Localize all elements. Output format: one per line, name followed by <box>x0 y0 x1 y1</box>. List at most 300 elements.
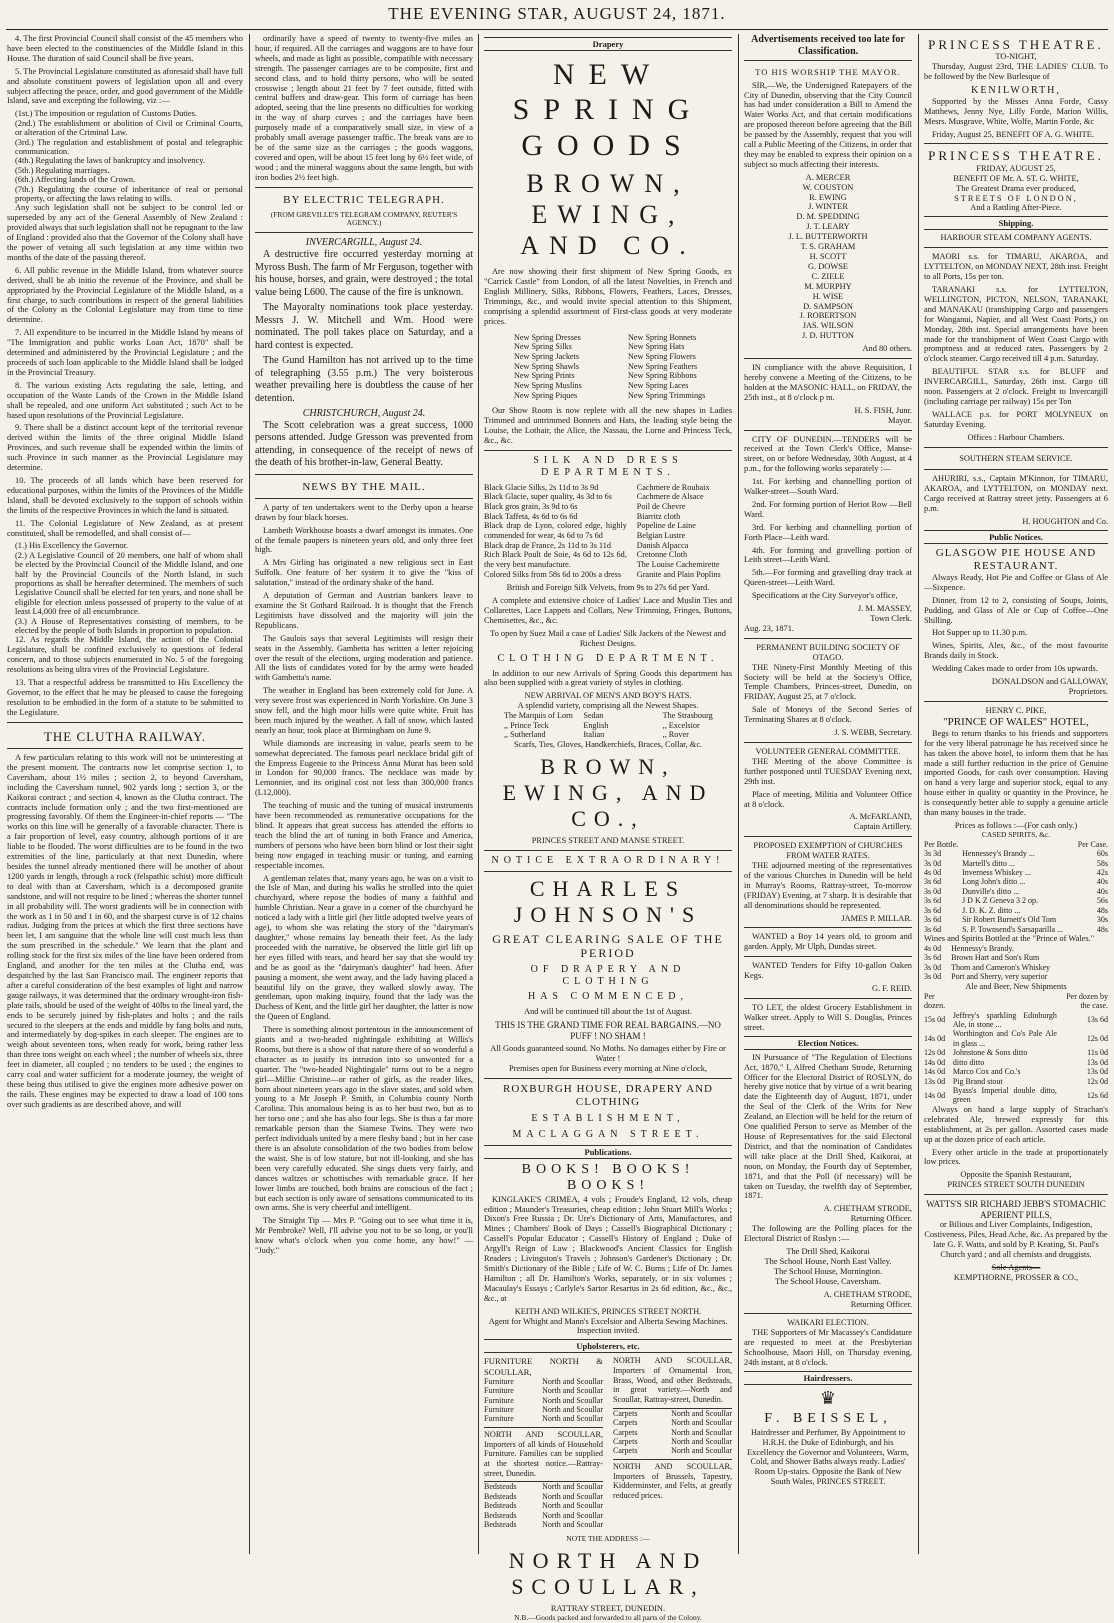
paragraph: Prices as follows :—(For cash only.) <box>954 820 1078 830</box>
list-item: New Spring Bonnets <box>628 332 697 342</box>
divider <box>255 474 473 475</box>
ad-firm-name: NORTH AND SCOULLAR, <box>508 1548 708 1600</box>
paragraph: A complete and extensive choice of Ladies' Lace and Muslin Ties and Collarettes, Lace Lappets and Collars, New Trimming, Fringes, Buttons, Chemisettes, &c., &c. <box>484 596 732 625</box>
list-item: New Spring Ribbons <box>628 371 697 381</box>
ad-firm-name: BROWN, EWING, AND CO., <box>502 754 714 831</box>
list-item: A. MERCER <box>805 172 851 182</box>
list-item: M. MURPHY <box>804 281 852 291</box>
ad-firm-name: F. BEISSEL, <box>764 1411 892 1427</box>
list-item: (1.) His Excellency the Governor. <box>15 541 129 551</box>
paragraph: Begs to return thanks to his friends and supporters for the very liberal patronage he has received since he has taken the above hotel, to inform them that he has made a still further reduction in the price of Genuine imported Goods, for cash over consumption. Having on hand a very large and superior stock, equal to any house either in quality or quantity in the Province, he is consequently better able to supply a genuine article than many houses in the trade. <box>924 728 1108 818</box>
column-rule <box>249 34 250 1554</box>
section-heading-upholsterers: Upholsterers, etc. <box>484 1339 732 1353</box>
paragraph: 9. There shall be a distinct account kept of the territorial revenue derived within the limits of the three original Middle Island Provinces, and such revenue shall be expended within the limits of such Province in such manner as the Provincial Legislature may determine. <box>7 423 243 473</box>
list-item: The School House, North East Valley. <box>764 1256 892 1266</box>
column-rule <box>478 34 479 1554</box>
ad-subheading: OF DRAPERY AND CLOTHING <box>530 963 686 987</box>
table-row: 3s 0d Dunville's ditto ... 40s <box>924 886 1108 896</box>
paragraph: Hairdresser and Perfumer, By Appointment to H.R.H. the Duke of Edinburgh, and his Excellency the Governor and Volunteers, Warm, Cold, and Shower Baths always ready. Ladies' Room Up-stairs. Opposite the Bank of New South Wales, PRINCES STREET. <box>747 1427 909 1487</box>
table-row: Bedsteads North and Scoullar <box>484 1519 603 1529</box>
section-heading-drapery: Drapery <box>484 37 732 51</box>
divider <box>924 701 1108 702</box>
bedsteads-table <box>484 1481 603 1529</box>
paragraph: The Gund Hamilton has not arrived up to the time of telegraphing (3.55 p.m.) The very boisterous weather prevailing here is doubtless the cause of her detention. <box>255 355 473 404</box>
divider <box>744 998 912 999</box>
paragraph: 6. All public revenue in the Middle Island, from whatever source derived, shall be ab initio the revenue of the Province, and shall be appropriated by the Provincial Legislature of the Middle Island, as a first charge, to such contributions in respect of the general liabilities of the Colony as the Colonial Legislature may from time to time determine. <box>7 265 243 325</box>
paragraph: THE adjourned meeting of the representatives of the various Churches in Dunedin will be held in Murray's Rooms, Rattray-street, To-morrow (FRIDAY) Evening, at 7 sharp. It is desirable that all denominations should be represented. <box>744 861 912 910</box>
table-row: 4s 0d Inverness Whiskey ... 42s <box>924 868 1108 878</box>
divider <box>7 722 243 723</box>
section-heading-late-ads: Advertisements received too late for Classification. <box>744 34 912 61</box>
paragraph: Our Show Room is now replete with all the new shapes in Ladies Trimmed and untrimmed Bonnets and Hats, the leading style being the Louise, the Lothair, the Alice, the Nassau, the Lorne and Princess Teck, &c., &c. <box>484 406 732 446</box>
column-5 <box>924 34 1108 1554</box>
list-item: Sedan <box>583 711 604 721</box>
list-item: J. ROBERTSON <box>799 311 857 321</box>
ad-subheading: NEW ARRIVAL OF MEN'S AND BOY'S HATS. <box>524 691 692 701</box>
ad-headline: TO HIS WORSHIP THE MAYOR. <box>755 66 901 77</box>
paragraph: The weather in England has been extremely cold for June. A very severe frost was experienced in North Yorkshire. On June 3 snow fell, and the high moor hills were quite white. Fruit has been much injured by the weather. A fall of snow, which lasted nearly an hour, took place at Birmingham on June 9. <box>255 686 473 735</box>
paragraph: And a Rattling After-Piece. <box>970 203 1062 213</box>
paragraph: Wines and Spirits Bottled at the "Prince of Wales." <box>924 934 1095 944</box>
list-item: English <box>583 720 609 730</box>
paragraph: There is something almost portentous in the announcement of giants and a two-headed nightingale exhibiting at Willis's Rooms, but there is a show of that nature there of so wonderful a character as to justify its intrusion into so unwonted for a quarter. The "two-headed Nightingale" turns out to be a negro girl—Millie Christine—or rather of girls, as the reader likes, born about nineteen years ago in the slave states, and sold when young to a Mr Joseph P. Smith, in Columbia county North Carolina. This anomalous being is as to her bust two, but as to her torso one ; and she has also four legs. She is thus a far more remarkable person than the Siamese Twins. They were two perfect individuals united by a mere fleshy band ; but in her case there is an absolute consolidation of the two bodies from below the waist. She is of low stature, but not ill-looking, and she has been very carefully educated. She sings duets very fairly, and dances waltzes or schottisches with remarkable grace. If her lower limbs are touched, both brains are conscious of the fact ; but each section is only aware of sensations communicated to its own arms. She is very cheerful and intelligent. <box>255 1025 473 1213</box>
paragraph: NORTH AND SCOULLAR, Importers of Brussels, Tapestry, Kidderminster, and Felts, at greatly reduced prices. <box>613 1459 732 1501</box>
table-row: Carpets North and Scoullar <box>613 1427 732 1437</box>
divider <box>744 956 912 957</box>
paragraph: Wines, Spirits, Ales, &c., of the most favourite Brands daily in Stock. <box>924 641 1108 661</box>
table-row: Furniture North and Scoullar <box>484 1386 603 1396</box>
list-item: New Spring Dresses <box>514 332 581 342</box>
list-item: Cachmere de Alsace <box>636 492 704 502</box>
table-row: Bedsteads North and Scoullar <box>484 1501 603 1511</box>
divider <box>484 450 732 451</box>
table-row: Furniture North and Scoullar <box>484 1395 603 1405</box>
ad-address: KEITH AND WILKIE'S, PRINCES STREET NORTH. <box>514 1306 702 1316</box>
ad-headline: BOOKS! BOOKS! BOOKS! <box>521 1161 695 1194</box>
ad-subheading: SILK AND DRESS DEPARTMENTS. <box>533 454 683 478</box>
paragraph: A few particulars relating to this work will not be uninteresting at the present moment. The contracts now let comprise section 1, to Caversham, about 1½ miles ; section 2, to beyond Caversham, including the Caversham tunnel, 902 yards long ; section 3, or the Kaikorai contract ; and section 4, known as the Clutha contract. The contracts include formation only ; and the two first-mentioned are progressing favorably. Of them the Engineer-in-chief reports — "The works on this line will be generally of a favorable character. There is a fair proportion of level, easy country, although portions of it are liable to be flooded. The worst difficulties are to be found in the two extremities of the line, particularly at that next Dunedin, where besides the tunnel already mentioned there will be another of about 1200 yards in length, through a rock (felspathic schist) more difficult to deal with than at Caversham, which is a decomposed granite sandstone, and will not require to be lined ; whereas the shorter tunnel in all probability will. The worst gradients will be in connection with the work as 1 in 50 and 1 in 60, and the sharpest curve is of 12 chains radius. Judging from the prices at which the first three sections have been let, I am sanguine that the whole line will cost much less than the sum prescribed in the schedule." We learn that the plant and rolling stock for the first six miles of the line have been ordered from England, and another for the ten miles at the Clutha end, was despatched by the last San Francisco mail. The engineer reports that after a careful consideration of the best examples of light and narrow gauge railways, it was determined that the ordinary wrought-iron fish-plate rails, should be used of the weight of 40lbs to the lineal yard, the ends to be securely joined by fish-plates and bolts ; and the rails secured to the sleepers at the ends and middle by fang bolts and nuts, and intermediately by dog-spikes in each sleeper. The engines are to weigh about seventeen tons, when ready for work, being rather less than three tons weight on each wheel ; the number of wheels six, three feet in diameter, all coupled ; no tenders to be used ; the engines to carry coal and water sufficient for a moderate journey, the weight of these being thus utilised to give the engines more adhesive power on the rails. These engines may be expected to draw a load of 100 tons over such gradients as are described above, and will <box>7 753 243 1109</box>
paragraph: WANTED Tenders for Fifty 10-gallon Oaken Kegs. <box>744 961 912 981</box>
paragraph: Wedding Cakes made to order from 10s upwards. <box>932 664 1098 674</box>
list-item: W. COUSTON <box>802 182 854 192</box>
ad-subheading: FRIDAY, AUGUST 25, <box>976 163 1056 173</box>
list-item: Rich Black Poult de Soie, 4s 6d to 12s 6d, the very best manufacture. <box>484 550 627 569</box>
legislature-list <box>15 541 243 635</box>
paragraph: British and Foreign Silk Velvets, from 9s to 27s 6d per Yard. <box>506 583 710 593</box>
divider <box>924 447 1108 448</box>
list-item: (7th.) Regulating the course of inheritance of real or personal property, or affecting the laws relating to wills. <box>15 184 243 203</box>
list-item: Danish Alpacca <box>636 540 689 550</box>
north-scoullar-ads <box>484 1356 732 1529</box>
list-item: The Drill Shed, Kaikorai <box>786 1246 870 1256</box>
table-row: 3s 0d Martell's ditto ... 58s <box>924 858 1108 868</box>
column-4 <box>744 34 912 1554</box>
list-item: (5th.) Regulating marriages. <box>15 165 110 175</box>
dateline: CHRISTCHURCH, August 24. <box>302 408 426 420</box>
section-heading-shipping: Shipping. <box>924 216 1108 230</box>
list-item: Poil de Chevre <box>636 501 686 511</box>
section-heading-hairdressers: Hairdressers. <box>744 1371 912 1385</box>
paragraph: Dinner, from 12 to 2, consisting of Soups, Joints, Pudding, and Glass of Ale or Cup of Coffee—One Shilling. <box>924 595 1108 625</box>
furniture-table <box>484 1377 603 1424</box>
paragraph: Any such legislation shall not be subject to be control led or superseded by any act of the General Assembly of New Zealand : provided always that such legislation shall not be repugnant to the law of England : provided also that the Governor of the Colony shall have the power of vetoing all such legislation at any time within two months of the date of the passing thereof. <box>7 203 243 262</box>
ad-headline: PERMANENT BUILDING SOCIETY OF OTAGO. <box>756 642 900 662</box>
paragraph: Every other article in the trade at proportionately low prices. <box>924 1147 1108 1167</box>
paragraph: ordinarily have a speed of twenty to twenty-five miles an hour, if required. All the carriages and waggons are to have four wheels, and made as light as possible, compatible with necessary strength. The passenger carriages are to be composite, first and second class, and to hold thirty persons, who will be seated crosswise ; length about 21 feet by 7 feet outside, fitted with central buffers and draw-gear. This form of carriage has been adopted, seeing that the line presents no difficulties for working in the way of sharp curves ; and the carriages have been purposely made of a comparatively small size, in view of a probably small average passenger traffic. The break vans are to be of the same size as the carriages ; the goods waggons, covered and open, will be about 15 feet long by 6½ feet wide, of wood ; and the mineral waggons about the same length, but with iron bodies 2½ feet high. <box>255 34 473 182</box>
divider <box>744 1313 912 1314</box>
table-row: 14s 0d Byass's Imperial double ditto, green 12s 6d <box>924 1086 1108 1105</box>
table-row: Furniture North and Scoullar <box>484 1414 603 1424</box>
paragraph: To open by Suez Mail a case of Ladies' Silk Jackets of the Newest and Richest Designs. <box>490 628 726 648</box>
article-heading-mail: NEWS BY THE MAIL. <box>302 480 426 493</box>
table-row: 3s 6d J. D. K. Z. ditto ... 48s <box>924 905 1108 915</box>
list-item: Black gros grain, 3s 9d to 6s <box>484 501 578 511</box>
list-item: New Spring Shawls <box>514 361 580 371</box>
paragraph: Agent for Whight and Mann's Excelsior and Alberta Sewing Machines. Inspection invited. <box>488 1316 728 1336</box>
column-rule <box>738 34 739 1554</box>
paragraph: The Straight Tip — Mrs P. "Going out to see what time it is, Mr Pembroke? Well, I'll advise you not to be so long, or you'll know what's o'clock when you come home, any how!" — "Judy." <box>255 1216 473 1256</box>
table-row: 3s 6d S. P. Townsend's Sarsaparilla ... 48s <box>924 924 1108 934</box>
paragraph: BEAUTIFUL STAR s.s. for BLUFF and INVERCARGILL, Saturday, 26th inst. Cargo till noon. Passengers at 2 o'clock. Freight to Invercargill (including carriage per railway) 15s per Ton <box>924 367 1108 406</box>
paragraph: 1st. For kerbing and channelling portion of Walker-street—South Ward. <box>744 477 912 497</box>
list-item: R. EWING <box>809 192 847 202</box>
divider <box>924 1194 1108 1195</box>
ad-headline: WAIKARI ELECTION. <box>787 1318 869 1328</box>
ad-subheading: TO-NIGHT, <box>995 52 1037 62</box>
paragraph: 8. The various existing Acts regulating the sale, letting, and occupation of the Waste Lands of the Crown in the Middle Island shall be repealed, and one uniform Act substituted ; such Act to be based upon resolutions of the Provincial Legislature. <box>7 380 243 420</box>
table-row: 4s 0d Hennessy's Brandy. <box>924 943 1014 953</box>
ad-subheading: CLOTHING DEPARTMENT. <box>497 652 719 664</box>
ad-subheading: HAS COMMENCED, <box>527 991 688 1003</box>
paragraph: THE Meeting of the above Committee is further postponed until TUESDAY Evening next, 29th inst. <box>744 756 912 786</box>
ad-headline: PROPOSED EXEMPTION of CHURCHES FROM WATER RATES. <box>753 841 903 861</box>
date: Aug. 23, 1871. <box>744 623 795 633</box>
article-heading-telegraph: BY ELECTRIC TELEGRAPH. <box>283 193 445 206</box>
paragraph: A splendid variety, comprising all the Newest Shapes. <box>517 701 699 711</box>
paragraph: SIR,—We, the Undersigned Ratepayers of the City of Dunedin, observing that the City Council has had under consideration a Bill to Amend the Water Works Act, and that certain modifications are proposed thereon before agreeing that the Bill be passed by the Assembly, request that you will call a Public Meeting of the Citizens, in order that they may be enabled to express their opinion on a subject so much affecting their interests. <box>744 80 912 169</box>
signature: A. CHETHAM STRODE, <box>823 1204 912 1214</box>
list-item: Black drap de Lyon, colored edge, highly commended for wear, 4s 6d to 7s 6d <box>484 521 627 540</box>
list-item: Black Glacie, super quality, 4s 3d to 6s <box>484 492 612 502</box>
list-item: New Spring Hats <box>628 342 685 352</box>
table-row: Carpets North and Scoullar <box>613 1437 732 1447</box>
paragraph: The Mayoralty nominations took place yesterday. Messrs J. W. Mitchell and Wm. Hood were nominated. The poll takes place on Saturday, and a hard contest is expected. <box>255 302 473 351</box>
signature: A. CHETHAM STRODE, <box>823 1289 912 1299</box>
divider <box>484 871 732 872</box>
ad-subheading: MACLAGGAN STREET. <box>512 1128 704 1140</box>
column-3 <box>484 34 732 1623</box>
list-item: ,, Sutherland <box>504 730 546 740</box>
list-item: New Spring Feathers <box>628 361 698 371</box>
table-row: 14s 0d Worthington and Co's Pale Ale in glass ... 12s 0d <box>924 1029 1108 1048</box>
table-row: 3s 0d Port and Sherry, very superior <box>924 972 1048 982</box>
ad-firm-name: KEMPTHORNE, PROSSER & CO., <box>953 1272 1079 1282</box>
paragraph: Sole Agents— <box>991 1262 1041 1272</box>
table-row: 12s 0d Johnstone & Sons ditto 11s 0d <box>924 1048 1108 1058</box>
table-header: Per dozen. Per dozen by the case. <box>924 991 1108 1011</box>
ad-headline: GLASGOW PIE HOUSE AND RESTAURANT. <box>935 547 1097 572</box>
list-item: (3.) A House of Representatives consisting of members, to be elected by the people of both Islands in proportion to population. <box>15 616 243 636</box>
signature: H. S. FISH, Junr. <box>854 405 912 415</box>
list-item: Italian <box>583 730 605 740</box>
paragraph: 11. The Colonial Legislature of New Zealand, as at present constituted, shall be remodelled, and shall consist of— <box>7 518 243 538</box>
table-row: Furniture North and Scoullar <box>484 1404 603 1414</box>
list-item: New Spring Muslins <box>514 381 582 390</box>
divider <box>255 232 473 233</box>
paragraph: TO LET, the oldest Grocery Establishment in Walker street. Apply to Will S. Douglas, Princes street. <box>744 1003 912 1032</box>
ad-headline: ROXBURGH HOUSE, DRAPERY AND CLOTHING <box>503 1083 713 1109</box>
list-item: New Spring Flowers <box>628 351 696 361</box>
list-item: The School House, Caversham. <box>775 1276 881 1286</box>
ad-firm-name: CHARLES JOHNSON'S <box>513 875 703 927</box>
ad-headline: NOTICE EXTRAORDINARY! <box>491 854 725 866</box>
table-row: Bedsteads North and Scoullar <box>484 1510 603 1520</box>
paragraph: THIS IS THE GRAND TIME FOR REAL BARGAINS.—NO PUFF ! NO SHAM ! <box>495 1020 721 1041</box>
ad-headline: GREAT CLEARING SALE OF THE PERIOD <box>492 931 724 960</box>
ad-subheading: BENEFIT OF Mr. A. ST. G. WHITE, <box>953 173 1079 183</box>
paragraph: 5. The Provincial Legislature constituted as aforesaid shall have full and absolute constituent powers of legislation upon all and every subject affecting the peace, order, and good government of the Middle Island, save and excepting the following, viz :— <box>7 66 243 106</box>
paragraph: And 80 others. <box>862 344 912 354</box>
divider <box>7 748 243 749</box>
ad-firm-name: HENRY C. PIKE, <box>985 705 1047 715</box>
table-row: Bedsteads North and Scoullar <box>484 1482 603 1492</box>
paragraph: NORTH AND SCOULLAR, Importers of all kinds of Household Furniture. Families can be supplied at the shortest notice.—Rattray-street, Dunedin. <box>484 1427 603 1478</box>
royal-crest-icon: ♛ <box>819 1387 837 1408</box>
paragraph: THE Ninety-First Monthly Meeting of this Society will be held at the Society's Office, Temple Chambers, Princes-street, Dunedin, on FRIDAY, August 25, at 7 o'clock. <box>744 662 912 702</box>
signature-title: Returning Officer. <box>850 1214 912 1224</box>
table-row: Carpets North and Scoullar <box>613 1446 732 1456</box>
list-item: Black Taffeta, 4s 6d to 6s 6d <box>484 511 578 521</box>
list-item: H. SCOTT <box>809 252 847 262</box>
table-row: Bedsteads North and Scoullar <box>484 1491 603 1501</box>
list-item: J. D. HUTTON <box>802 331 854 341</box>
table-row: 15s 0d Jeffrey's sparkling Edinburgh Ale, in stone ... 13s 6d <box>924 1010 1108 1029</box>
table-row: 13s 0d Pig Brand stout 12s 0d <box>924 1076 1108 1086</box>
paragraph: Lambeth Workhouse boasts a dwarf amongst its inmates. One of the female paupers is nineteen years old, and only three feet high. <box>255 525 473 555</box>
signature: G. F. REID. <box>871 984 912 994</box>
telegraph-source: (FROM GREVILLE'S TELEGRAM COMPANY, REUTER'S AGENCY.) <box>270 209 458 228</box>
section-heading-public-notices: Public Notices. <box>924 530 1108 544</box>
column-2 <box>255 34 473 1554</box>
signature-title: Captain Artillery. <box>853 822 912 832</box>
divider <box>484 1078 732 1079</box>
ad-address: PRINCES STREET SOUTH DUNEDIN <box>947 1180 1085 1190</box>
divider <box>255 498 473 499</box>
divider <box>255 187 473 188</box>
bottled-price-table <box>924 944 1108 982</box>
divider <box>924 143 1108 144</box>
list-item: Popeline de Laine <box>636 521 696 531</box>
paragraph: All Goods guaranteed sound. No Moths. No damages either by Fire or Water ! <box>490 1044 726 1064</box>
list-item: D. SAMPSON <box>803 301 853 311</box>
list-item: Cretonne Cloth <box>636 550 688 560</box>
paragraph: 4th. For forming and gravelling portion of Leith street—Leith Ward. <box>744 545 912 565</box>
signature: DONALDSON and GALLOWAY, <box>991 677 1108 687</box>
list-item: New Spring Trimmings <box>628 390 706 400</box>
list-item: J. T. LEARY <box>806 222 850 232</box>
paragraph: 10. The proceeds of all lands which have been reserved for educational purposes, within the limits of the Provinces of the Middle Island, shall be devoted exclusively to the support of schools within the limits of the respective Provinces in which the land is situated. <box>7 475 243 515</box>
list-item: T. S. GRAHAM <box>800 242 856 252</box>
paragraph: Specifications at the City Surveyor's office, <box>752 591 898 601</box>
signatories-list <box>744 173 912 341</box>
paragraph: Supported by the Misses Anna Forde, Cassy Matthews, Jenny Nye, Lilly Forde, Marion Willis, Mesrs. Musgrave, White, Wolfe, Martin Forde, &c <box>924 96 1108 126</box>
ad-headline: PRINCESS THEATRE. <box>928 37 1104 52</box>
paragraph: Premises open for Business every morning at Nine o'clock, <box>508 1064 708 1074</box>
paragraph: CITY OF DUNEDIN.—TENDERS will be received at the Town Clerk's Office, Manse-street, on or before Wednesday, 30th August, at 4 p.m., for the following works separately :— <box>744 434 912 474</box>
article-heading-clutha: THE CLUTHA RAILWAY. <box>43 728 207 744</box>
ad-headline: PRINCESS THEATRE. <box>928 148 1104 164</box>
table-row: Carpets North and Scoullar <box>613 1418 732 1428</box>
list-item: Colored Silks from 58s 6d to 200s a dress <box>484 569 621 579</box>
newspaper-masthead: THE EVENING STAR, AUGUST 24, 1871. <box>388 4 726 23</box>
signature: J. S. WEBB, Secretary. <box>834 728 912 738</box>
list-item: (2.) A Legislative Council of 20 members, one half of whom shall be elected by the Provincial Council of the Middle Island, and one half by the Provincial Councils of the North Island, in such proportions as shall be hereafter determined. The members of such Legislative Council shall be elected for ten years, and none shall be eligible for election unless possessed of property to the value of at least L4,000 free of all encumbrance. <box>15 550 243 617</box>
signature-title: Returning Officer. <box>850 1299 912 1309</box>
ad-firm-name: BROWN, EWING, AND CO. <box>520 169 696 260</box>
table-row: 3s 6d Sir Robert Burnett's Old Tom 30s <box>924 915 1108 925</box>
paragraph: Scarfs, Ties, Gloves, Handkerchiefs, Braces, Collar, &c. <box>513 740 703 750</box>
divider <box>924 469 1108 470</box>
list-item: Biarritz cloth <box>636 511 681 521</box>
paragraph: And will be continued till about the 1st of August. <box>524 1007 692 1017</box>
list-item: New Spring Piques <box>514 390 578 400</box>
divider <box>924 247 1108 248</box>
list-item: J. L. BUTTERWORTH <box>788 232 868 242</box>
paragraph: A Mrs Girling has originated a new religious sect in East Suffolk. One feature of her system it to give the "kiss of salutation," instead of the ordinary shake of the hand. <box>255 558 473 588</box>
list-item: The Marquis of Lorn <box>504 711 573 721</box>
paragraph: or Bilious and Liver Complaints, Indigestion, Costiveness, Piles, Head Ache, &c. As prepared by the late G. F. Watts, and sold by P. Keating, St. Paul's Church yard ; and all chemists and druggists. <box>924 1220 1108 1260</box>
paragraph: Place of meeting, Militia and Volunteer Office at 8 o'clock. <box>744 789 912 809</box>
paragraph: A deputation of German and Austrian bankers leave to examine the St Gothard Railroad. It is thought that the French Legitimists have dissolved and the majority will join the Republicans. <box>255 591 473 630</box>
signature-title: Proprietors. <box>1068 687 1108 697</box>
paragraph: Friday, August 25, BENEFIT OF A. G. WHITE. <box>932 129 1094 139</box>
list-item: The Strasbourg <box>662 711 713 721</box>
paragraph: THE Supporters of Mr Macassey's Candidature are requested to meet at the Presbyterian Schoolhouse, Maori Hill, on Thursday evening, 24th instant, at 8 o'clock. <box>744 1328 912 1368</box>
spring-goods-list <box>514 333 732 401</box>
paragraph: WALLACE p.s. for PORT MOLYNEUX on Saturday Evening. <box>924 409 1108 429</box>
divider <box>484 850 732 851</box>
paragraph: IN compliance with the above Requisition, I hereby convene a Meeting of the Citizens, to be holden at the MASONIC HALL, on FRIDAY, the 25th inst., at 8 o'clock p m. <box>744 363 912 402</box>
paragraph: Always Ready, Hot Pie and Coffee or Glass of Ale—Sixpence. <box>924 572 1108 592</box>
paragraph: Thursday, August 23rd, THE LADIES' CLUB. To be followed by the New Burlesque of <box>924 62 1108 82</box>
paragraph: Offices : Harbour Chambers. <box>967 432 1065 442</box>
list-item: (6th.) Affecting lands of the Crown. <box>15 175 136 185</box>
list-item: The School House, Mornington. <box>773 1266 883 1276</box>
ad-subheading: ESTABLISHMENT, <box>531 1113 685 1125</box>
list-item: New Spring Jackets <box>514 351 580 361</box>
list-item: The Louise Cachemirette <box>636 559 720 569</box>
ad-subheading: STREETS OF LONDON, <box>954 193 1078 203</box>
paragraph: NOTE THE ADDRESS :— <box>566 1534 650 1544</box>
signature: J. M. MASSEY, <box>857 604 912 614</box>
signature: A. McFARLAND, <box>849 812 912 822</box>
hats-list <box>504 711 732 740</box>
ad-subheading: KENILWORTH, <box>971 85 1061 97</box>
paragraph: MAORI s.s. for TIMARU, AKAROA, and LYTTELTON, on MONDAY NEXT, 28th inst. Freight to all Ports, 15s per ton. <box>924 252 1108 282</box>
silk-list <box>484 483 732 580</box>
paragraph: The Greatest Drama ever produced, <box>956 183 1076 193</box>
list-item: C. ZIELE <box>811 271 845 281</box>
list-item: Cachmere de Roubaix <box>636 482 710 492</box>
paragraph: The Scott celebration was a great success, 1000 persons attended. Judge Gresson was prevented from attending, in consequence of the receipt of news of the death of his brother-in-law, General Beatty. <box>255 419 473 469</box>
table-row: 3s 6d Long John's ditto ... 40s <box>924 877 1108 887</box>
paragraph: Always on hand a large supply of Strachan's celebrated Ale, brewed expressly for this establishment, at 2s per gallon. Assorted cases made up at the dozen price of each article. <box>924 1104 1108 1144</box>
list-item: (4th.) Regulating the laws of bankruptcy and insolvency. <box>15 156 205 166</box>
table-row: 3s 3d Hennessey's Brandy ... 60s <box>924 849 1108 859</box>
list-item: Black drap de France, 2s 11d to 3s 11d <box>484 540 611 550</box>
table-row: 3s 6d Brown Hart and Son's Rum <box>924 953 1040 963</box>
ad-headline: VOLUNTEER GENERAL COMMITTEE. <box>755 746 901 756</box>
paragraph: TARANAKI s.s. for LYTTELTON, WELLINGTON, PICTON, NELSON, TARANAKI, and MANAKAU (transhipping Cargo and passengers for Wanganui, Napier, and all West Coast Ports,) on Monday, 28th inst. Special arrangements have been made for the transhipment of West Coast Cargo with promptness and at reduced rates. Passengers by 2 o'clock steamer. Cargo received till 4 p.m. Saturday. <box>924 284 1108 364</box>
list-item: (2nd.) The establishment or abolition of Civil or Criminal Courts, or alteration of the Criminal Law. <box>15 118 243 138</box>
spirits-price-table <box>924 840 1108 934</box>
list-item: ,, Rover <box>662 730 689 740</box>
paragraph: Sale of Moneys of the Second Series of Terminating Shares at 8 o'clock. <box>744 705 912 725</box>
carpets-table <box>613 1408 732 1456</box>
table-row: 3s 6d J D K Z Geneva 3 2 op. 56s <box>924 896 1108 906</box>
list-item: Granite and Plain Poplins <box>636 569 721 579</box>
dateline: INVERCARGILL, August 24. <box>305 237 423 249</box>
signature: H. HOUGHTON and Co. <box>1022 517 1108 527</box>
paragraph: A destructive fire occurred yesterday morning at Myross Bush. The farm of Mr Ferguson, together with his house, horses, and grain, were destroyed ; the total value being L600. The cause of the fire is unknown. <box>255 249 473 298</box>
paragraph: A party of ten undertakers went to the Derby upon a hearse drawn by four black horses. <box>255 502 473 522</box>
divider <box>744 638 912 639</box>
list-item: (3rd.) The regulation and establishment of postal and telegraphic communication. <box>15 137 243 156</box>
table-header: Per Bottle. Per Case. <box>924 839 1108 849</box>
table-row: 3s 0d Thom and Cameron's Whiskey <box>924 962 1050 972</box>
paragraph: WANTED a Boy 14 years old, to groom and garden. Apply, Mr Ulph, Dundas street. <box>744 932 912 952</box>
paragraph: Opposite the Spanish Restaurant, <box>960 1170 1072 1180</box>
paragraph: N.B.—Goods packed and forwarded to all parts of the Colony. <box>514 1613 702 1623</box>
paragraph: The following are the Polling places for the Electoral District of Roslyn :— <box>744 1224 912 1244</box>
paragraph: Ale and Beer, New Shipments <box>965 981 1067 991</box>
ad-address: PRINCES STREET AND MANSE STREET. <box>531 835 685 845</box>
signature-title: Town Clerk. <box>870 614 912 624</box>
paragraph: The teaching of music and the tuning of musical instruments have been recommended as remunerative occupations for the blind. It appears that great success has attended the efforts to teach the blind the art of tuning in both France and America, numbers of persons who have been born blind or lost their sight being now engaged in teaching music or tuning, and earning respectable incomes. <box>255 801 473 870</box>
paragraph: IN Pursuance of "The Regulation of Elections Act, 1870," I, Alfred Chetham Strode, Returning Officer for the Electoral District of ROSLYN, do hereby give notice that by virtue of a writ bearing date the Eighteenth day of August, 1871, under the Seal of the Clerk of the Writs for New Zealand, an Election will be held for the return of One qualified Person to serve as Member of the House of Representatives for the said Electoral District, and that the nomination of Candidates will take place at the Drill Shed, Kaikorai, at noon, on Monday, the Fourth day of September, 1871, and that the Poll (if necessary) will be taken on Tuesday, the twelfth day of September, 1871. <box>744 1052 912 1201</box>
divider <box>744 742 912 743</box>
divider <box>744 358 912 359</box>
list-item: ,, Excelsior <box>662 720 700 730</box>
list-item: New Spring Laces <box>628 381 689 390</box>
paragraph: Hot Supper up to 11.30 p.m. <box>932 628 1028 638</box>
ad-address: RATTRAY STREET, DUNEDIN. <box>550 1604 666 1614</box>
list-item: Black Glacie Silks, 2s 11d to 3s 9d <box>484 482 599 492</box>
divider <box>744 927 912 928</box>
table-row: 14s 0d Marco Cox and Co.'s 13s 0d <box>924 1067 1108 1077</box>
table-row: 14s 0d ditto ditto 13s 0d <box>924 1057 1108 1067</box>
ad-headline: WATTS'S SIR RICHARD JEBB'S STOMACHIC APERIENT PILLS, <box>926 1199 1106 1220</box>
paragraph: 4. The first Provincial Council shall consist of the 45 members who have been elected to the constituencies of the Middle Island in this House. The duration of said Council shall be five years. <box>7 34 243 63</box>
list-item: New Spring Silks <box>514 342 572 352</box>
table-row: Carpets North and Scoullar <box>613 1408 732 1418</box>
paragraph: 13. That a respectful address be transmitted to His Excellency the Governor, to the effect that he may be pleased to cause the foregoing resolution to be embodied in the form of a statute to be submitted to the Legislature. <box>7 678 243 717</box>
ad-headline: HARBOUR STEAM COMPANY AGENTS. <box>940 233 1092 243</box>
paragraph: 7. All expenditure to be incurred in the Middle Island by means of "The Immigration and public works Loan Act, 1870" shall be determined and administered by the Provincial Legislature ; and the proceeds of such loan applicable to the Middle Island shall be lodged in the Provincial Treasury. <box>7 328 243 377</box>
list-item: Belgian Lustre <box>636 530 686 540</box>
signature: JAMES P. MILLAR. <box>841 913 912 923</box>
list-item: JAS. WILSON <box>802 321 854 331</box>
divider <box>744 430 912 431</box>
paragraph: 12. As regards the Middle Island, the action of the Colonial Legislature, shall be confined exclusively to questions of federal concern, and to those subjects enumerated in No. 5 of the foregoing resolutions as being ultra vires of the Provincial Legislature. <box>7 635 243 675</box>
list-item: H. WISE <box>812 291 844 301</box>
paragraph: A gentleman relates that, many years ago, he was on a visit to the Isle of Man, and during his walks he strolled into the quiet churchyard, where repose the bodies of many a faithful and humble Christian. Near a grave in a corner of the churchyard he noticed a lady with a little girl (her little adopted twelve years of age), to whom she was relating the story of the "dairyman's daughter," whose remains lay beneath their feet. As the lady proceeded with the narrative, he observed the little girl lift up her eyes filled with tears, and heard her say that she would try and be as good as the "dairyman's daughter" had been. After pausing a moment, she went away, and the lady having placed a beautiful lily on the grave, they walked slowly away. The gentleman, upon making inquiry, found that the lady was the Duchess of Kent, and the little girl her daughter, the latter is now the Queen of England. <box>255 873 473 1022</box>
list-item: New Spring Prints <box>514 371 575 381</box>
paragraph: The Gaulois says that several Legitimists will resign their seats in the Assembly. Gambetta has written a letter rejoicing over the result of the elections, urging moderation and patience. All the lists of candidates voted for by the army were headed with Gambetta's name. <box>255 633 473 683</box>
paragraph: 2nd. For forming portion of Heriot Row —Bell Ward. <box>744 499 912 519</box>
ad-headline: FURNITURE NORTH & SCOULLAR, <box>484 1356 603 1377</box>
divider <box>744 836 912 837</box>
